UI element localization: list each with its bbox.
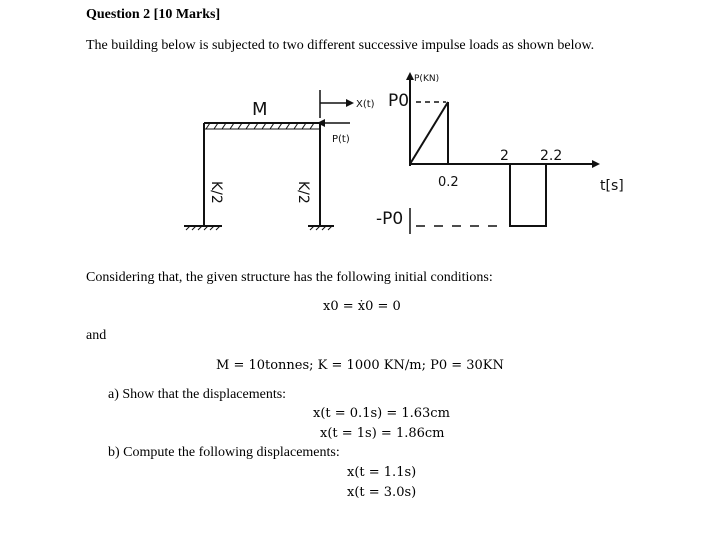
peak-label: P0	[388, 91, 410, 111]
part-a-equation-2: x(t = 1s) = 1.86cm	[320, 426, 445, 441]
structure-and-load-figure	[170, 68, 640, 248]
tick-2-2: 2.2	[540, 148, 563, 164]
portal-frame	[184, 90, 354, 230]
y-axis-arrowhead	[406, 72, 414, 80]
displacement-arrowhead	[346, 99, 354, 107]
parameters-equation: M = 10tonnes; K = 1000 KN/m; P0 = 30KN	[216, 358, 504, 373]
figure-svg	[170, 68, 640, 248]
conditions-text: Considering that, the given structure has the following initial conditions:	[86, 270, 493, 285]
displacement-label: X(t)	[356, 99, 375, 110]
initial-conditions-equation: x0 = ẋ0 = 0	[323, 299, 401, 314]
right-stiffness-label: K/2	[295, 181, 311, 204]
part-a-equation-1: x(t = 0.1s) = 1.63cm	[313, 406, 450, 421]
mass-label: M	[252, 99, 268, 120]
x-axis-arrowhead	[592, 160, 600, 168]
part-b-equation-1: x(t = 1.1s)	[347, 465, 417, 480]
part-b-label: b) Compute the following displacements:	[108, 445, 340, 460]
question-title: Question 2 [10 Marks]	[86, 7, 221, 22]
time-axis-label: t[s]	[600, 178, 624, 194]
left-stiffness-label: K/2	[208, 181, 224, 204]
force-label: P(t)	[332, 134, 350, 145]
part-b-equation-2: x(t = 3.0s)	[347, 485, 417, 500]
tick-0-2: 0.2	[438, 175, 459, 190]
negative-pulse-rect	[510, 164, 546, 226]
part-a-label: a) Show that the displacements:	[108, 387, 287, 402]
intro-text: The building below is subjected to two different successive impulse loads as shown below.	[86, 38, 595, 53]
negative-peak-label: -P0	[376, 209, 404, 229]
tick-2: 2	[500, 148, 509, 164]
load-y-label: P(KN)	[414, 74, 440, 84]
ramp-line	[410, 102, 448, 164]
and-text: and	[86, 328, 107, 343]
